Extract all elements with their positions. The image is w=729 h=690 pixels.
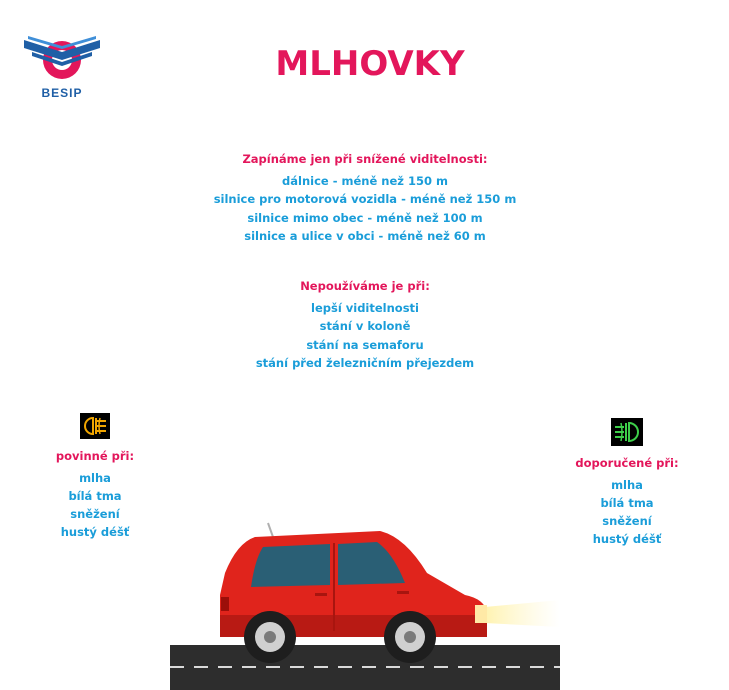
wheel-front [384,611,436,663]
front-fog-section [566,418,688,548]
list-item: bílá tma [68,489,122,503]
list-item: mlha [611,478,643,492]
headlight-beam [485,600,560,627]
list-item: bílá tma [600,496,654,510]
headlight [475,605,487,623]
list-item: lepší viditelnosti [311,300,419,315]
besip-emblem-icon [22,30,102,88]
front-fog-heading: doporučené při: [575,456,679,470]
besip-logo [22,30,102,102]
list-item: dálnice - méně než 150 m [282,173,448,188]
non-usage-heading: Nepoužíváme je při: [300,279,430,293]
rear-fog-heading: povinné při: [55,449,135,463]
list-item: mlha [79,471,111,485]
list-item: silnice pro motorová vozidla - méně než 150 m [213,192,517,206]
list-item: sněžení [70,507,120,521]
rear-fog-section [40,413,150,541]
usage-heading: Zapínáme jen při snížené viditelnosti: [242,152,488,166]
wheel-rear [244,611,296,663]
front-fog-lamp-icon [611,418,643,446]
logo-label: BESIP [41,86,83,100]
list-item: silnice a ulice v obci - méně než 60 m [244,229,486,243]
car-window-rear [251,544,330,587]
list-item: hustý déšť [592,532,662,546]
list-item: hustý déšť [60,525,130,539]
car-illustration [165,515,565,690]
list-item: stání na semaforu [306,337,424,352]
page-title: MLHOVKY [275,44,465,84]
usage-conditions [130,150,600,246]
list-item: silnice mimo obec - méně než 100 m [247,210,483,225]
list-item: stání před železničním přejezdem [255,356,475,370]
rear-fog-lamp-icon [80,413,110,439]
list-item: stání v koloně [319,319,411,333]
non-usage-conditions [130,277,600,373]
list-item: sněžení [602,514,652,528]
